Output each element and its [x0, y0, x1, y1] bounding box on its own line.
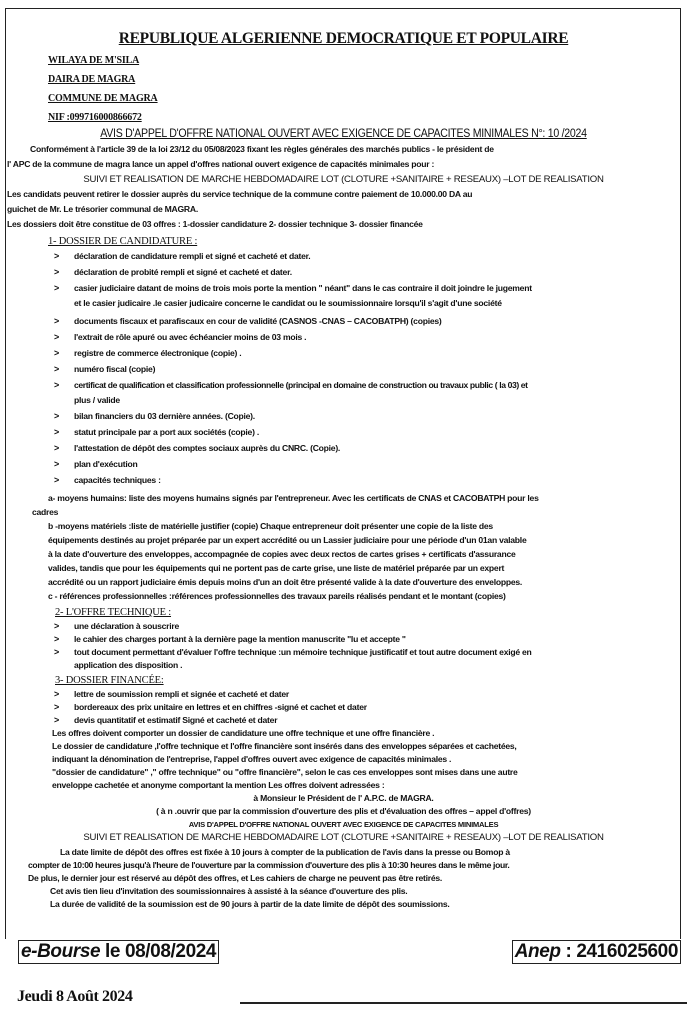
list-item: bordereaux des prix unitaire en lettres et en chiffres -signé et cachet et dater — [74, 702, 367, 712]
capacites-line: valides, tandis que pour les équipements qui ne portent pas de carte grise, une liste de matériel préparée par un expert — [48, 563, 505, 573]
list-item-continuation: application des disposition . — [74, 660, 183, 670]
capacites-line: a- moyens humains: liste des moyens humains signés par l'entrepreneur. Avec les certificats de CNAS et CACOBATPH pour les — [48, 493, 539, 503]
capacites-line: à la date d'ouverture des enveloppes, accompagnée de copies avec deux rectos de cartes grises + certificats d'assurance — [48, 549, 516, 559]
list-item: numéro fiscal (copie) — [74, 364, 156, 374]
bullet-icon: > — [54, 621, 60, 631]
list-item: déclaration de candidature rempli et signé et cacheté et dater. — [74, 251, 311, 261]
bullet-icon: > — [54, 348, 60, 358]
source-name: e-Bourse — [21, 941, 101, 962]
bullet-icon: > — [54, 267, 60, 277]
list-item: déclaration de probité rempli et signé et cacheté et dater. — [74, 267, 292, 277]
list-item: capacités techniques : — [74, 475, 161, 485]
list-item-continuation: et le casier judicaire .le casier judicaire concerne le candidat ou le soumissionnaire lorsqu'il s'agit d'une société — [74, 298, 502, 308]
capacites-line: cadres — [32, 507, 59, 517]
bullet-icon: > — [54, 634, 60, 644]
bullet-icon: > — [54, 689, 60, 699]
nif: NIF :099716000866672 — [48, 112, 142, 123]
bullet-icon: > — [54, 715, 60, 725]
list-item: lettre de soumission rempli et signée et cacheté et dater — [74, 689, 289, 699]
list-item: casier judiciaire datant de moins de trois mois porte la mention " néant" dans le cas contraire il doit joindre le jugement — [74, 283, 532, 293]
list-item: certificat de qualification et classification professionnelle (principal en domaine de construction ou travaux public ( la 03) et — [74, 380, 528, 390]
offres-line: Les offres doivent comporter un dossier de candidature une offre technique et une offre financière . — [52, 728, 435, 738]
project-repeat: SUIVI ET REALISATION DE MARCHE HEBDOMADAIRE LOT (CLOTURE +SANITAIRE + RESEAUX) –LOT DE REALISATION — [83, 832, 604, 843]
offres-line: "dossier de candidature" ," offre technique" ou "offre financière", selon le cas ces enveloppes sont mises dans une autre — [52, 767, 518, 777]
capacites-line: équipements destinés au projet préparée par un expert accrédité ou un Lassier judiciaire pour une période d'un 01an valable — [48, 535, 527, 545]
intro-line: l' APC de la commune de magra lance un appel d'offres national ouvert exigence de capacités minimales pour : — [7, 159, 435, 169]
document-title: REPUBLIQUE ALGERIENNE DEMOCRATIQUE ET POPULAIRE — [118, 30, 569, 47]
capacites-line: c - références professionnelles :références professionnelles des travaux pareils réalisés pendant et le montant (copies) — [48, 591, 506, 601]
list-item: l'attestation de dépôt des comptes sociaux auprès du CNRC. (Copie). — [74, 443, 341, 453]
bullet-icon: > — [54, 459, 60, 469]
anep-badge — [512, 940, 681, 964]
offres-line: Le dossier de candidature ,l'offre technique et l'offre financière sont insérés dans des enveloppes séparées et cachetées, — [52, 741, 517, 751]
daira: DAIRA DE MAGRA — [48, 74, 136, 85]
list-item: registre de commerce électronique (copie) . — [74, 348, 242, 358]
avis-title: AVIS D'APPEL D'OFFRE NATIONAL OUVERT AVEC EXIGENCE DE CAPACITES MINIMALES N°: 10 /2024 — [100, 128, 587, 140]
wilaya: WILAYA DE M'SILA — [48, 55, 140, 66]
closing-line: Cet avis tien lieu d'invitation des soumissionnaires à assisté à la séance d'ouverture des plis. — [50, 886, 408, 896]
bullet-icon: > — [54, 332, 60, 342]
section-1-heading: 1- DOSSIER DE CANDIDATURE : — [48, 236, 198, 247]
closing-line: La date limite de dépôt des offres est fixée à 10 jours à compter de la publication de l'avis dans la presse ou Bomop à — [60, 847, 510, 857]
closing-line: De plus, le dernier jour est réservé au dépôt des offres, et Les cahiers de charge ne peuvent pas être retirés. — [28, 873, 443, 883]
section-3-heading: 3- DOSSIER FINANCÉE: — [55, 675, 164, 686]
avis-repeat: AVIS D'APPEL D'OFFRE NATIONAL OUVERT AVEC EXIGENCE DE CAPACITES MINIMALES — [188, 820, 499, 829]
bullet-icon: > — [54, 702, 60, 712]
section-2-heading: 2- L'OFFRE TECHNIQUE : — [55, 607, 172, 618]
list-item: bilan financiers du 03 dernière années. (Copie). — [74, 411, 255, 421]
list-item: le cahier des charges portant à la dernière page la mention manuscrite "lu et accepte " — [74, 634, 406, 644]
bullet-icon: > — [54, 443, 60, 453]
bullet-icon: > — [54, 427, 60, 437]
closing-line: La durée de validité de la soumission est de 90 jours à partir de la date limite de dépôt des soumissions. — [50, 899, 450, 909]
divider-rule — [240, 1002, 687, 1004]
bullet-icon: > — [54, 251, 60, 261]
capacites-line: accrédité ou un rapport judiciaire émis depuis moins d'un an doit être présenté valide à la date d'ouverture des enveloppes. — [48, 577, 523, 587]
bullet-icon: > — [54, 475, 60, 485]
publication-date: le 08/08/2024 — [105, 941, 217, 962]
offres-line: indiquant la dénomination de l'entreprise, l'appel d'offres ouvert avec exigence de capacités minimales . — [52, 754, 452, 764]
commune: COMMUNE DE MAGRA — [48, 93, 158, 104]
page-date: Jeudi 8 Août 2024 — [17, 988, 133, 1005]
offres-line: enveloppe cachetée et anonyme comportant la mention Les offres doivent adressées : — [52, 780, 385, 790]
bullet-icon: > — [54, 283, 60, 293]
intro-line: Conformément à l'article 39 de la loi 23/12 du 05/08/2023 fixant les règles générales des marchés publics - le président de — [30, 144, 494, 154]
address-note: ( à n .ouvrir que par la commission d'ouverture des plis et d'évaluation des offres – appel d'offres) — [156, 806, 531, 816]
bullet-icon: > — [54, 364, 60, 374]
bullet-icon: > — [54, 380, 60, 390]
retrait-line: guichet de Mr. Le trésorier communal de MAGRA. — [7, 204, 198, 214]
capacites-line: b -moyens matériels :liste de matérielle justifier (copie) Chaque entrepreneur doit présenter une copie de la liste des — [48, 521, 493, 531]
project-title: SUIVI ET REALISATION DE MARCHE HEBDOMADAIRE LOT (CLOTURE +SANITAIRE + RESEAUX) –LOT DE REALISATION — [83, 174, 604, 185]
list-item: statut principale par a port aux sociétés (copie) . — [74, 427, 259, 437]
anep-number: : 2416025600 — [565, 941, 678, 962]
retrait-line: Les candidats peuvent retirer le dossier auprès du service technique de la commune contre paiement de 10.000.00 DA au — [7, 189, 473, 199]
source-badge — [18, 940, 219, 964]
list-item: une déclaration à souscrire — [74, 621, 180, 631]
anep-label: Anep — [514, 941, 561, 962]
list-item: tout document permettant d'évaluer l'offre technique :un mémoire technique justificatif et tout autre document exigé en — [74, 647, 532, 657]
bullet-icon: > — [54, 411, 60, 421]
list-item-continuation: plus / valide — [74, 395, 120, 405]
list-item: l'extrait de rôle apuré ou avec échéancier moins de 03 mois . — [74, 332, 307, 342]
retrait-line: Les dossiers doit être constitue de 03 offres : 1-dossier candidature 2- dossier technique 3- dossier financée — [7, 219, 423, 229]
list-item: documents fiscaux et parafiscaux en cour de validité (CASNOS -CNAS – CACOBATPH) (copies) — [74, 316, 442, 326]
bullet-icon: > — [54, 316, 60, 326]
closing-line: compter de 10:00 heures jusqu'à l'heure de l'ouverture par la commission d'ouverture des plis à 10:30 heures dans le même jour. — [28, 860, 510, 870]
list-item: plan d'exécution — [74, 459, 138, 469]
bullet-icon: > — [54, 647, 60, 657]
address: à Monsieur le Président de l' A.P.C. de MAGRA. — [253, 793, 434, 803]
list-item: devis quantitatif et estimatif Signé et cacheté et dater — [74, 715, 278, 725]
